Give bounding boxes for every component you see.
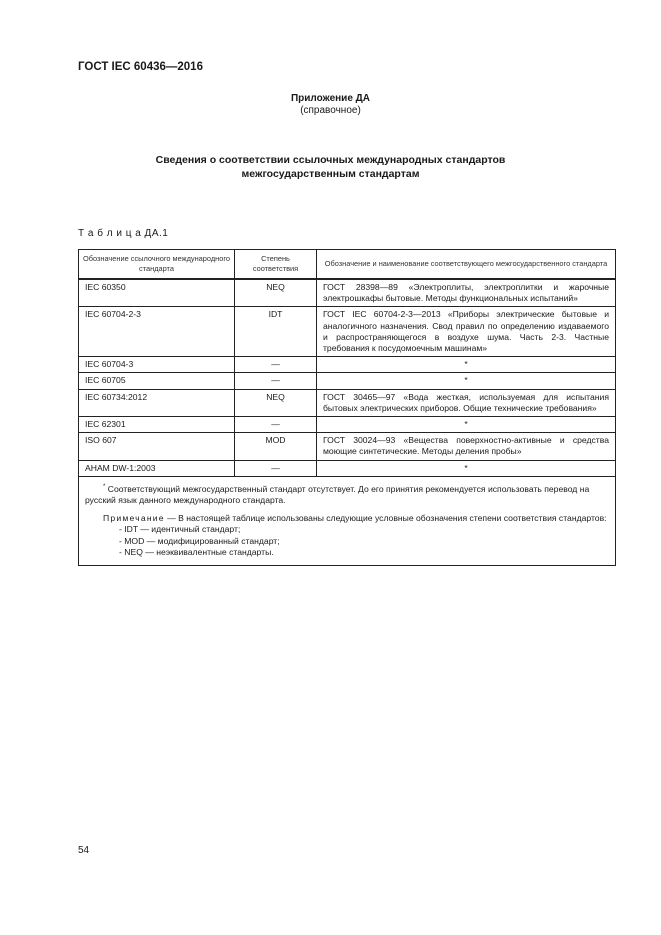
annex-type: (справочное) [300,105,361,116]
intl-standard-cell: AHAM DW-1:2003 [79,460,235,476]
gost-standard-cell: ГОСТ 30465—97 «Вода жесткая, используемая для испытания бытовых электрических приборов. Общие технические требования» [317,389,616,416]
gost-standard-cell: * [317,460,616,476]
degree-cell: IDT [235,307,317,357]
table-notes [79,476,616,565]
table-row [79,460,616,476]
table-header-row [79,250,616,280]
footnote [85,482,609,506]
degree-cell: NEQ [235,389,317,416]
table-row [79,279,616,307]
table-row [79,433,616,460]
gost-standard-cell: * [317,417,616,433]
note-label: Примечание [103,513,165,524]
section-title [0,153,661,181]
intl-standard-cell: IEC 60705 [79,373,235,389]
note-item-neq: - NEQ — неэквивалентные стандарты. [119,546,274,557]
table-row [79,357,616,373]
gost-standard-cell: ГОСТ 30024—93 «Вещества поверхностно-активные и средства моющие синтетические. Методы деления пробы» [317,433,616,460]
table-row [79,389,616,416]
footnote-text: Соответствующий межгосударственный стандарт отсутствует. До его принятия рекомендуется использовать перевод на русский язык данного международного стандарта. [85,483,590,505]
note-item-mod: - MOD — модифицированный стандарт; [119,535,280,546]
degree-cell: MOD [235,433,317,460]
page-number: 54 [78,845,90,856]
note-item-idt: - IDT — идентичный стандарт; [119,524,241,535]
table-notes-row [79,476,616,565]
degree-cell: — [235,417,317,433]
header-gost-standard: Обозначение и наименование соответствующего межгосударственного стандарта [317,250,616,280]
gost-standard-cell: * [317,357,616,373]
table-row [79,307,616,357]
gost-standard-cell: ГОСТ 28398—89 «Электроплиты, электроплитки и жарочные электрошкафы бытовые. Методы функциональных испытаний» [317,279,616,307]
annex-heading [0,93,661,117]
section-title-line1: Сведения о соответствии ссылочных международных стандартов [155,154,506,166]
intl-standard-cell: IEC 60734:2012 [79,389,235,416]
gost-standard-cell: * [317,373,616,389]
document-id: ГОСТ IEC 60436—2016 [78,61,203,73]
table-row [79,373,616,389]
intl-standard-cell: IEC 62301 [79,417,235,433]
note [85,513,609,524]
intl-standard-cell: IEC 60704-3 [79,357,235,373]
degree-cell: — [235,357,317,373]
degree-cell: — [235,373,317,389]
table-caption: Т а б л и ц а ДА.1 [78,228,169,239]
degree-cell: NEQ [235,279,317,307]
annex-title: Приложение ДА [290,93,371,104]
degree-cell: — [235,460,317,476]
footnote-mark: * [103,483,106,490]
intl-standard-cell: IEC 60704-2-3 [79,307,235,357]
intl-standard-cell: IEC 60350 [79,279,235,307]
section-title-line2: межгосударственным стандартам [241,168,420,180]
gost-standard-cell: ГОСТ IEC 60704-2-3—2013 «Приборы электрические бытовые и аналогичного назначения. Свод правил по определению издаваемого и распространяющегося в воздухе шума. Часть 2-3. Частные требования к посудомоечным машинам» [317,307,616,357]
note-text: — В настоящей таблице использованы следующие условные обозначения степени соответствия стандартов: [167,513,607,524]
intl-standard-cell: ISO 607 [79,433,235,460]
correspondence-table [78,249,616,566]
header-intl-standard: Обозначение ссылочного международного стандарта [79,250,235,280]
table-row [79,417,616,433]
header-degree: Степень соответствия [235,250,317,280]
